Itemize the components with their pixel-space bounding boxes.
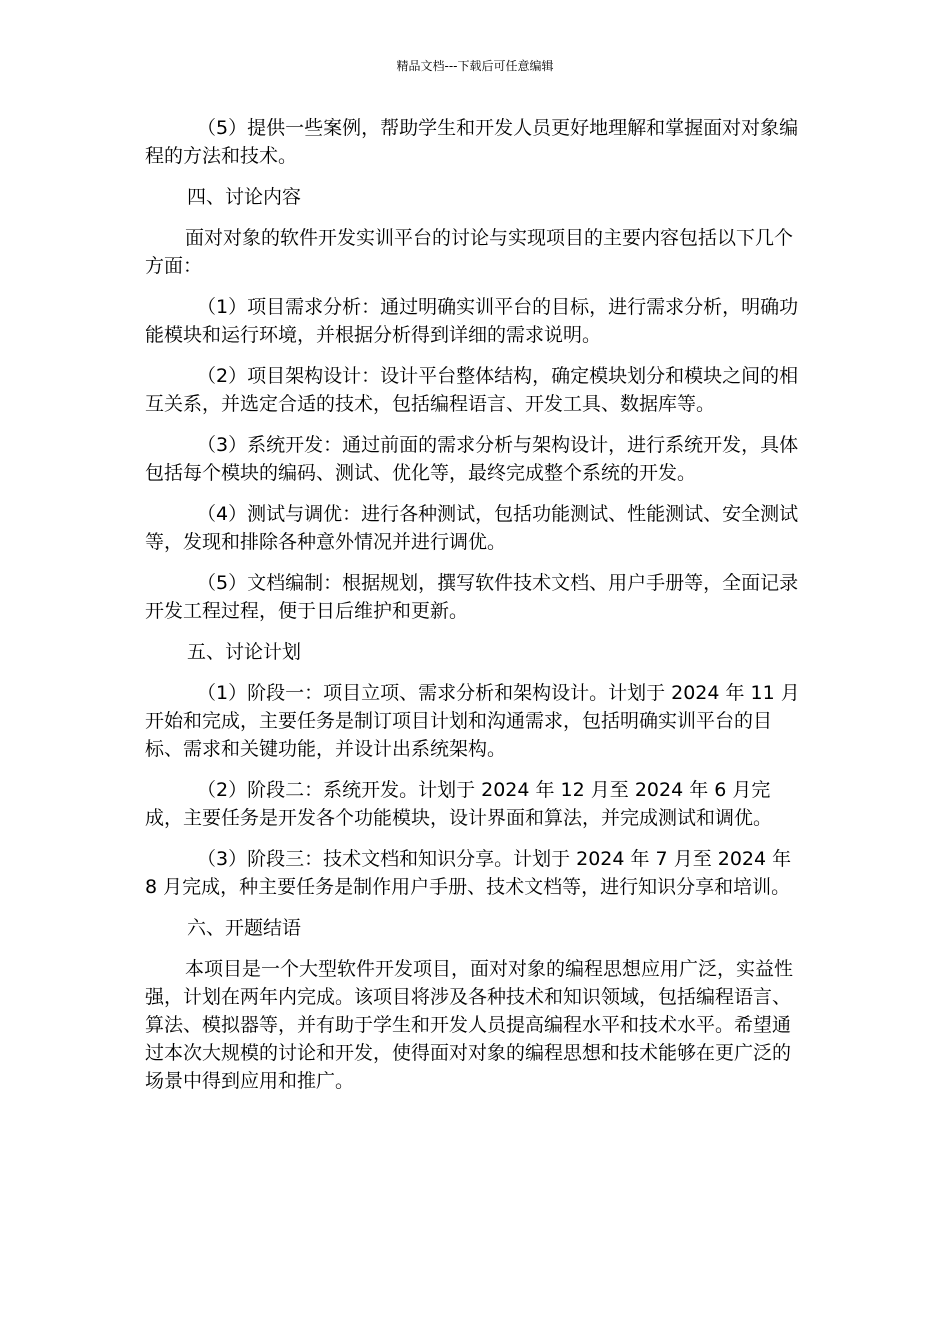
content-item-2: （2）项目架构设计：设计平台整体结构，确定模块划分和模块之间的相互关系，并选定合适的技术，包括编程语言、开发工具、数据库等。 [145,365,799,415]
section-heading-conclusion: 六、开题结语 [187,917,302,939]
content-item-1: （1）项目需求分析：通过明确实训平台的目标，进行需求分析，明确功能模块和运行环境，并根据分析得到详细的需求说明。 [145,296,799,346]
conclusion-paragraph: 本项目是一个大型软件开发项目，面对对象的编程思想应用广泛，实益性强，计划在两年内完成。该项目将涉及各种技术和知识领域，包括编程语言、算法、模拟器等，并有助于学生和开发人员提高编程水平和技术水平。希望通过本次大规模的讨论和开发，使得面对对象的编程思想和技术能够在更广泛的场景中得到应用和推广。 [145,958,794,1092]
plan-stage-1: （1）阶段一：项目立项、需求分析和架构设计。计划于 2024 年 11 月开始和完成，主要任务是制订项目计划和沟通需求，包括明确实训平台的目标、需求和关键功能，并设计出系统架构。 [145,682,800,760]
section-heading-discussion-plan: 五、讨论计划 [187,641,302,663]
content-item-3: （3）系统开发：通过前面的需求分析与架构设计，进行系统开发，具体包括每个模块的编码、测试、优化等，最终完成整个系统的开发。 [145,434,799,484]
content-item-4: （4）测试与调优：进行各种测试，包括功能测试、性能测试、安全测试等，发现和排除各种意外情况并进行调优。 [145,503,799,553]
content-item-5: （5）文档编制：根据规划，撰写软件技术文档、用户手册等，全面记录开发工程过程，便于日后维护和更新。 [145,572,799,622]
section-heading-discussion-content: 四、讨论内容 [187,186,302,208]
discussion-content-intro: 面对对象的软件开发实训平台的讨论与实现项目的主要内容包括以下几个方面： [145,227,794,277]
document-body [145,114,807,1108]
plan-stage-3: （3）阶段三：技术文档和知识分享。计划于 2024 年 7 月至 2024 年 8 月完成，种主要任务是制作用户手册、技术文档等，进行知识分享和培训。 [145,848,792,898]
page-header: 精品文档---下载后可任意编辑 [396,59,554,73]
objective-5: （5）提供一些案例，帮助学生和开发人员更好地理解和掌握面对对象编程的方法和技术。 [145,117,799,167]
plan-stage-2: （2）阶段二：系统开发。计划于 2024 年 12 月至 2024 年 6 月完成，主要任务是开发各个功能模块，设计界面和算法，并完成测试和调优。 [145,779,773,829]
